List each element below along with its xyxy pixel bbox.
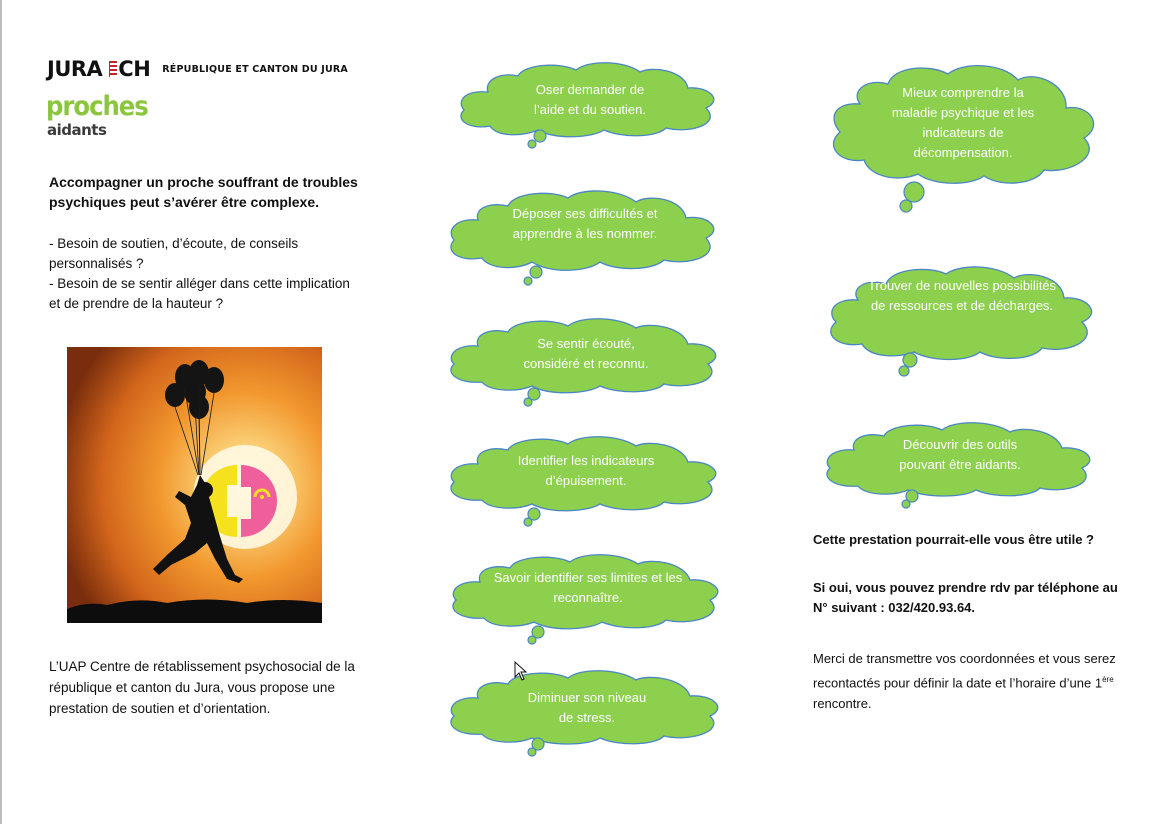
logo-subtitle: RÉPUBLIQUE ET CANTON DU JURA: [162, 63, 348, 75]
brand-aidants: aidants: [47, 121, 107, 139]
merci-superscript: ère: [1102, 675, 1114, 684]
bubble-text: Se sentir écouté, considéré et reconnu.: [523, 336, 649, 371]
intro-title: Accompagner un proche souffrant de troubles psychiques peut s’avérer être complexe.: [49, 174, 358, 210]
bubble-text: Trouver de nouvelles possibilités de ressources et de décharges.: [867, 278, 1057, 313]
page-edge: [0, 0, 2, 824]
thought-bubble: [444, 546, 732, 646]
bubble-text: Identifier les indicateurs d’épuisement.: [517, 453, 655, 488]
logo-jura-text: JURA: [47, 57, 103, 81]
thought-bubble: [818, 418, 1102, 510]
thought-bubble: [442, 312, 730, 408]
thought-bubble: [442, 184, 728, 288]
thought-bubble: [820, 258, 1104, 380]
bubble-text: Savoir identifier ses limites et les reconnaître.: [493, 570, 683, 605]
thought-bubble: [442, 428, 730, 528]
thought-bubble: [452, 56, 728, 152]
mouse-pointer-icon: [514, 661, 528, 686]
jura-logo: [47, 58, 348, 80]
bubble-text: Découvrir des outils pouvant être aidants.: [899, 437, 1021, 472]
rdv-text: Si oui, vous pouvez prendre rdv par téléphone au N° suivant : 032/420.93.64.: [813, 580, 1118, 615]
needs-list: [49, 234, 359, 314]
brand-proches: proches: [46, 91, 148, 122]
bubble-text: Déposer ses difficultés et apprendre à les nommer.: [512, 206, 658, 241]
bubble-text: Oser demander de l’aide et du soutien.: [533, 82, 647, 117]
balloon-jumper-image: [67, 347, 322, 623]
bubble-text: Mieux comprendre la maladie psychique et les indicateurs de décompensation.: [891, 85, 1035, 160]
need-item: - Besoin de soutien, d’écoute, de conseils personnalisés ?: [49, 236, 299, 271]
thought-bubble: [442, 666, 732, 758]
uap-description: L’UAP Centre de rétablissement psychosocial de la république et canton du Jura, vous propose une prestation de soutien et d’orientation.: [49, 659, 355, 716]
logo-ch-text: CH: [118, 57, 151, 81]
jura-flag-icon: [103, 61, 117, 77]
question-text: Cette prestation pourrait-elle vous être utile ?: [813, 532, 1094, 547]
merci-end: rencontre.: [813, 696, 872, 712]
bubble-text: Diminuer son niveau de stress.: [527, 690, 647, 725]
merci-text: [813, 648, 1123, 714]
need-item: - Besoin de se sentir alléger dans cette implication et de prendre de la hauteur ?: [49, 276, 350, 311]
thought-bubble: [820, 56, 1106, 216]
merci-main: Merci de transmettre vos coordonnées et vous serez recontactés pour définir la date et l’horaire d’une 1: [813, 651, 1116, 691]
